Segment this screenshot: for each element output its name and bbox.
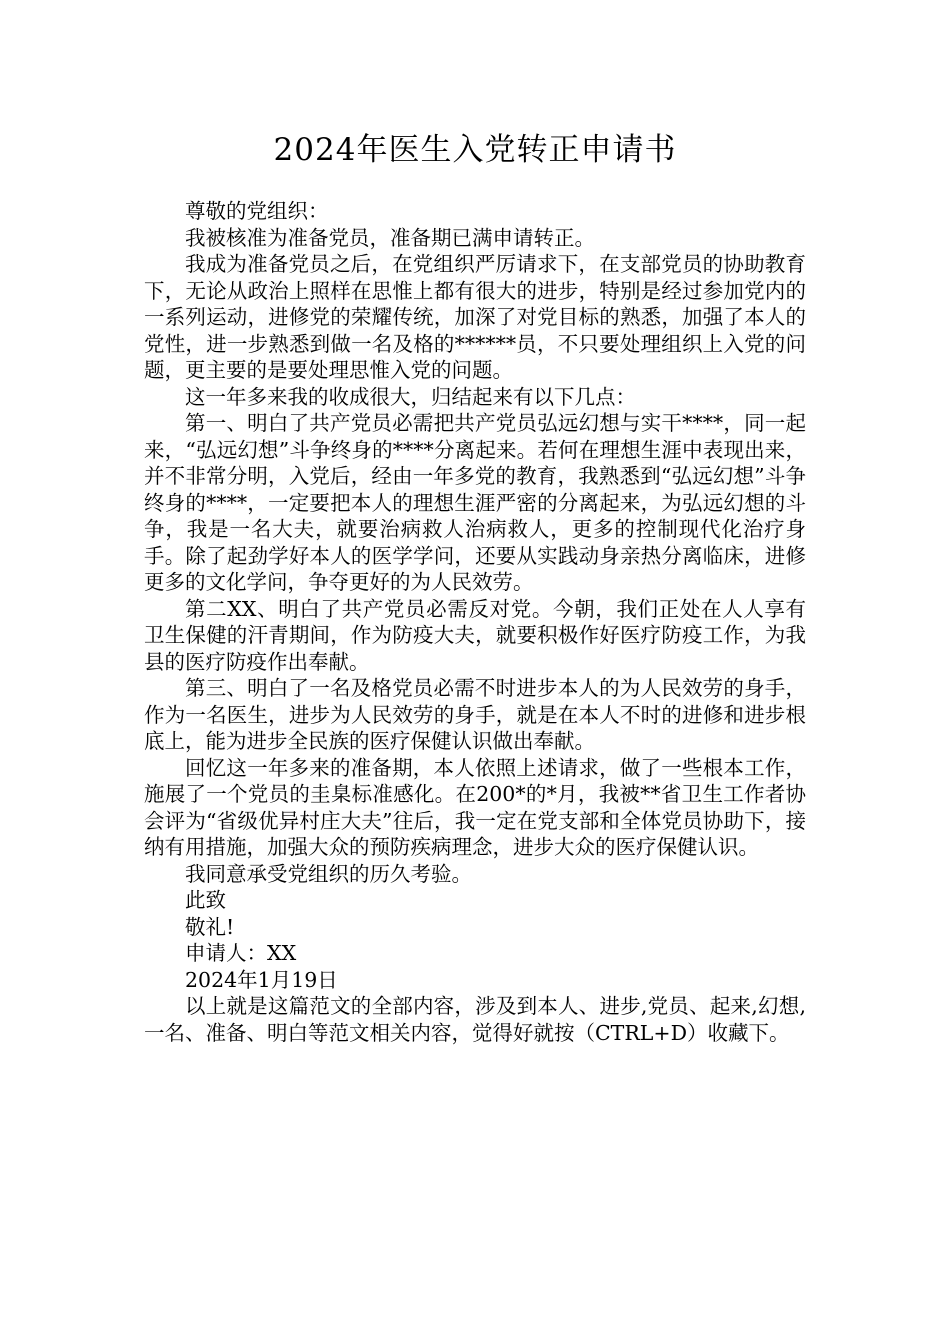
- date-line: 2024年1月19日: [185, 967, 338, 992]
- closing-line: 敬礼!: [185, 914, 235, 939]
- document-title: 2024年医生入党转正申请书: [273, 132, 677, 168]
- body-paragraph: 第一、明白了共产党员必需把共产党员弘远幻想与实干****，同一起来，“弘远幻想”斗争终身的****分离起来。若何在理想生涯中表现出来，并不非常分明，入党后，经由一年多党的教育，我熟悉到“弘远幻想”斗争终身的****，一定要把本人的理想生涯严密的分离起来，为弘远幻想的斗争，我是一名大夫，就要治病救人治病救人，更多的控制现代化治疗身手。除了起劲学好本人的医学学问，还要从实践动身亲热分离临床，进修更多的文化学问，争夺更好的为人民效劳。: [144, 411, 806, 594]
- applicant-line: 申请人：XX: [185, 941, 297, 965]
- body-paragraph: 第三、明白了一名及格党员必需不时进步本人的为人民效劳的身手，作为一名医生，进步为人民效劳的身手，就是在本人不时的进修和进步根底上，能为进步全民族的医疗保健认识做出奉献。: [144, 676, 806, 753]
- body-paragraph: 这一年多来我的收成很大，归结起来有以下几点：: [185, 384, 636, 409]
- footer-note: 以上就是这篇范文的全部内容，涉及到本人、进步,党员、起来,幻想,一名、准备、明白等范文相关内容，觉得好就按（CTRL+D）收藏下。: [144, 994, 806, 1045]
- body-paragraph: 我成为准备党员之后，在党组织严厉请求下，在支部党员的协助教育下，无论从政治上照样在思惟上都有很大的进步，特别是经过参加党内的一系列运动，进修党的荣耀传统，加深了对党目标的熟悉，加强了本人的党性，进一步熟悉到做一名及格的******员，不只要处理组织上入党的问题，更主要的是要处理思惟入党的问题。: [144, 252, 806, 382]
- body-paragraph: 回忆这一年多来的准备期，本人依照上述请求，做了一些根本工作，施展了一个党员的圭臬标准感化。在200*的*月，我被**省卫生工作者协会评为“省级优异村庄大夫”往后，我一定在党支部和全体党员协助下，接纳有用措施，加强大众的预防疾病理念，进步大众的医疗保健认识。: [144, 755, 806, 859]
- closing-line: 此致: [185, 888, 226, 912]
- body-paragraph: 我同意承受党组织的历久考验。: [185, 861, 472, 886]
- salutation: 尊敬的党组织：: [185, 199, 329, 223]
- body-paragraph: 我被核准为准备党员，准备期已满申请转正。: [185, 225, 595, 250]
- body-paragraph: 第二XX、明白了共产党员必需反对党。今朝，我们正处在人人享有卫生保健的汗青期间，作为防疫大夫，就要积极作好医疗防疫工作，为我县的医疗防疫作出奉献。: [144, 596, 806, 674]
- document-body: [144, 198, 806, 1046]
